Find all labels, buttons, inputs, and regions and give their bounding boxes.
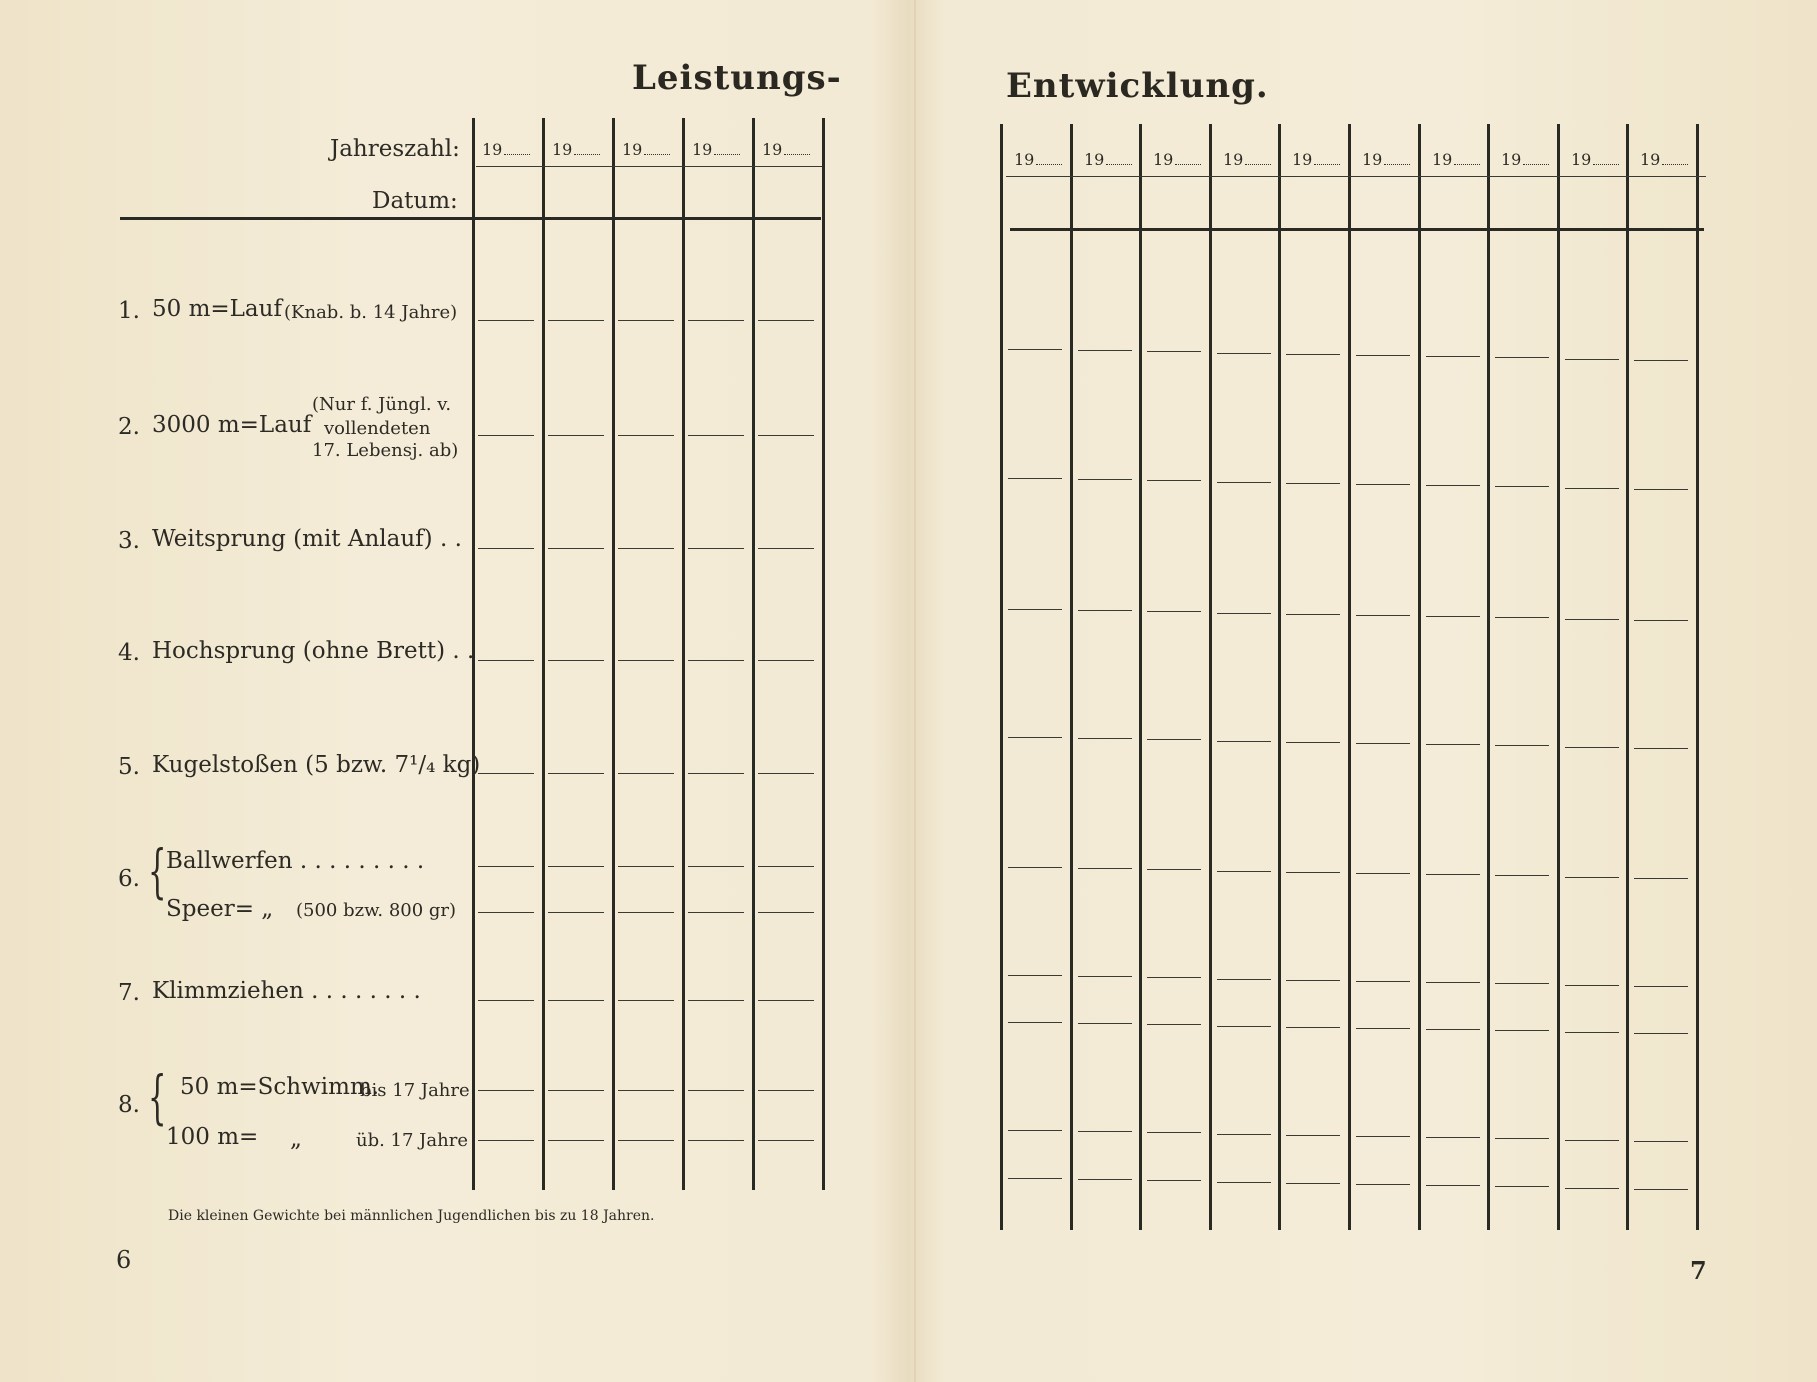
left-answer-line	[688, 548, 744, 549]
year-blank	[1175, 164, 1201, 165]
date-label: Datum:	[372, 188, 458, 214]
page-number-left: 6	[116, 1246, 132, 1274]
left-answer-line	[688, 1090, 744, 1091]
right-answer-line	[1634, 360, 1688, 361]
left-answer-line	[478, 773, 534, 774]
left-answer-line	[688, 435, 744, 436]
year-blank	[1245, 164, 1271, 165]
year-cell: 19	[1362, 150, 1410, 169]
row8-brace: {	[148, 1063, 167, 1131]
right-answer-line	[1286, 1027, 1340, 1028]
left-answer-line	[548, 1140, 604, 1141]
right-answer-line	[1078, 479, 1132, 480]
left-answer-line	[688, 866, 744, 867]
right-answer-line	[1495, 983, 1549, 984]
right-answer-line	[1634, 878, 1688, 879]
right-answer-line	[1565, 488, 1619, 489]
row8-sub2-ditto: „	[290, 1126, 302, 1152]
row5-num: 5.	[118, 754, 140, 780]
left-answer-line	[548, 1000, 604, 1001]
right-answer-line	[1356, 355, 1410, 356]
left-answer-line	[548, 548, 604, 549]
left-answer-line	[618, 660, 674, 661]
left-answer-line	[548, 912, 604, 913]
left-answer-line	[758, 1000, 814, 1001]
left-col-line	[822, 118, 825, 1190]
year-cell: 19	[1223, 150, 1271, 169]
left-answer-line	[548, 660, 604, 661]
right-col-line	[1000, 124, 1003, 1230]
right-col-line	[1487, 124, 1490, 1230]
left-answer-line	[478, 912, 534, 913]
year-blank	[714, 154, 740, 155]
row6-num: 6.	[118, 866, 140, 892]
right-col-line	[1626, 124, 1629, 1230]
year-blank	[644, 154, 670, 155]
right-answer-line	[1217, 1182, 1271, 1183]
right-answer-line	[1356, 873, 1410, 874]
right-answer-line	[1147, 351, 1201, 352]
left-answer-line	[758, 320, 814, 321]
right-answer-line	[1286, 1135, 1340, 1136]
year-cell: 19	[1153, 150, 1201, 169]
right-answer-line	[1426, 616, 1480, 617]
year-blank	[504, 154, 530, 155]
left-answer-line	[688, 912, 744, 913]
row6-sub1: Ballwerfen . . . . . . . . .	[166, 848, 425, 874]
left-answer-line	[758, 912, 814, 913]
left-answer-line	[688, 1140, 744, 1141]
left-answer-line	[478, 320, 534, 321]
right-answer-line	[1426, 1029, 1480, 1030]
right-answer-line	[1286, 872, 1340, 873]
right-answer-line	[1147, 977, 1201, 978]
left-answer-line	[478, 1090, 534, 1091]
left-answer-line	[758, 1090, 814, 1091]
left-year-underline	[476, 166, 822, 167]
right-answer-line	[1217, 979, 1271, 980]
right-answer-line	[1356, 1028, 1410, 1029]
right-answer-line	[1495, 1030, 1549, 1031]
right-answer-line	[1634, 986, 1688, 987]
year-blank	[784, 154, 810, 155]
right-answer-line	[1217, 353, 1271, 354]
row2-num: 2.	[118, 414, 140, 440]
right-answer-line	[1078, 1179, 1132, 1180]
right-answer-line	[1634, 1141, 1688, 1142]
year-cell: 19	[1432, 150, 1480, 169]
left-answer-line	[618, 548, 674, 549]
right-answer-line	[1008, 349, 1062, 350]
left-col-line	[612, 118, 615, 1190]
left-answer-line	[758, 866, 814, 867]
left-answer-line	[758, 1140, 814, 1141]
right-answer-line	[1078, 350, 1132, 351]
left-answer-line	[548, 435, 604, 436]
left-answer-line	[548, 866, 604, 867]
year-blank	[1314, 164, 1340, 165]
row8-sub1: 50 m=Schwimm.	[180, 1074, 380, 1100]
right-answer-line	[1426, 485, 1480, 486]
right-answer-line	[1147, 1024, 1201, 1025]
right-answer-line	[1356, 1184, 1410, 1185]
row6-sub2: Speer= „	[166, 896, 274, 922]
right-answer-line	[1286, 980, 1340, 981]
right-answer-line	[1426, 744, 1480, 745]
year-cell: 19	[622, 140, 670, 159]
left-answer-line	[618, 1140, 674, 1141]
left-answer-line	[618, 1000, 674, 1001]
row8-sub1-note: bis 17 Jahre	[360, 1080, 470, 1101]
right-answer-line	[1356, 981, 1410, 982]
year-blank	[1106, 164, 1132, 165]
right-answer-line	[1078, 1131, 1132, 1132]
year-cell: 19	[1571, 150, 1619, 169]
title-left: Leistungs-	[632, 58, 842, 98]
right-answer-line	[1565, 877, 1619, 878]
year-cell: 19	[1084, 150, 1132, 169]
right-answer-line	[1356, 615, 1410, 616]
right-col-line	[1278, 124, 1281, 1230]
right-answer-line	[1008, 1130, 1062, 1131]
row2-label: 3000 m=Lauf	[152, 412, 312, 438]
row1-label: 50 m=Lauf	[152, 296, 282, 322]
right-answer-line	[1565, 747, 1619, 748]
right-answer-line	[1565, 1188, 1619, 1189]
year-blank	[1523, 164, 1549, 165]
right-answer-line	[1217, 1134, 1271, 1135]
left-answer-line	[478, 435, 534, 436]
right-answer-line	[1356, 484, 1410, 485]
right-answer-line	[1078, 868, 1132, 869]
left-answer-line	[688, 660, 744, 661]
left-answer-line	[478, 866, 534, 867]
row1-note: (Knab. b. 14 Jahre)	[284, 302, 458, 323]
left-answer-line	[758, 435, 814, 436]
year-cell: 19	[1640, 150, 1688, 169]
year-cell: 19	[762, 140, 810, 159]
right-answer-line	[1634, 1189, 1688, 1190]
row7-num: 7.	[118, 980, 140, 1006]
row6-sub2-note: (500 bzw. 800 gr)	[296, 900, 457, 921]
left-answer-line	[688, 320, 744, 321]
right-answer-line	[1495, 745, 1549, 746]
left-answer-line	[478, 548, 534, 549]
right-answer-line	[1634, 489, 1688, 490]
row8-sub2: 100 m=	[166, 1124, 259, 1150]
year-cell: 19	[1501, 150, 1549, 169]
left-answer-line	[478, 1140, 534, 1141]
right-answer-line	[1495, 357, 1549, 358]
row6-brace: {	[148, 837, 167, 905]
right-answer-line	[1495, 875, 1549, 876]
page-number-right: 7	[1690, 1256, 1707, 1285]
left-answer-line	[758, 773, 814, 774]
row5-label: Kugelstoßen (5 bzw. 7¹/₄ kg)	[152, 752, 481, 778]
right-answer-line	[1634, 620, 1688, 621]
left-answer-line	[618, 1090, 674, 1091]
title-right: Entwicklung.	[1006, 66, 1269, 106]
right-answer-line	[1286, 742, 1340, 743]
row8-sub2-note: üb. 17 Jahre	[356, 1130, 468, 1151]
right-answer-line	[1217, 1026, 1271, 1027]
right-answer-line	[1217, 613, 1271, 614]
right-answer-line	[1217, 871, 1271, 872]
left-header-rule	[120, 217, 821, 220]
right-answer-line	[1078, 976, 1132, 977]
right-answer-line	[1147, 611, 1201, 612]
right-answer-line	[1147, 480, 1201, 481]
row4-num: 4.	[118, 640, 140, 666]
left-answer-line	[688, 773, 744, 774]
year-blank	[1454, 164, 1480, 165]
right-answer-line	[1565, 359, 1619, 360]
left-answer-line	[688, 1000, 744, 1001]
year-blank	[1384, 164, 1410, 165]
year-cell: 19	[552, 140, 600, 159]
right-answer-line	[1078, 1023, 1132, 1024]
row3-num: 3.	[118, 528, 140, 554]
right-answer-line	[1147, 1180, 1201, 1181]
right-col-line	[1557, 124, 1560, 1230]
right-answer-line	[1356, 743, 1410, 744]
right-answer-line	[1356, 1136, 1410, 1137]
row2-note-1: (Nur f. Jüngl. v.	[312, 394, 452, 415]
right-answer-line	[1008, 975, 1062, 976]
left-col-line	[752, 118, 755, 1190]
row2-note-2: vollendeten	[324, 418, 431, 439]
right-answer-line	[1495, 1138, 1549, 1139]
right-answer-line	[1495, 1186, 1549, 1187]
left-answer-line	[478, 1000, 534, 1001]
right-answer-line	[1426, 982, 1480, 983]
left-answer-line	[618, 773, 674, 774]
right-header-rule	[1010, 228, 1704, 231]
row2-note-3: 17. Lebensj. ab)	[312, 440, 459, 461]
right-col-line	[1139, 124, 1142, 1230]
row8-num: 8.	[118, 1092, 140, 1118]
right-answer-line	[1565, 985, 1619, 986]
row1-num: 1.	[118, 298, 140, 324]
year-blank	[1036, 164, 1062, 165]
right-answer-line	[1426, 356, 1480, 357]
right-answer-line	[1286, 614, 1340, 615]
left-answer-line	[548, 1090, 604, 1091]
right-col-line	[1696, 124, 1699, 1230]
row4-label: Hochsprung (ohne Brett) . .	[152, 638, 475, 664]
year-cell: 19	[482, 140, 530, 159]
left-answer-line	[548, 773, 604, 774]
left-col-line	[682, 118, 685, 1190]
right-col-line	[1070, 124, 1073, 1230]
page-fold	[914, 0, 916, 1382]
right-answer-line	[1147, 739, 1201, 740]
right-answer-line	[1078, 610, 1132, 611]
year-cell: 19	[1292, 150, 1340, 169]
year-blank	[1662, 164, 1688, 165]
year-blank	[574, 154, 600, 155]
right-answer-line	[1495, 486, 1549, 487]
right-answer-line	[1147, 869, 1201, 870]
right-answer-line	[1147, 1132, 1201, 1133]
right-answer-line	[1426, 1137, 1480, 1138]
right-answer-line	[1008, 1022, 1062, 1023]
right-answer-line	[1008, 1178, 1062, 1179]
right-answer-line	[1078, 738, 1132, 739]
right-answer-line	[1008, 867, 1062, 868]
right-answer-line	[1634, 748, 1688, 749]
right-answer-line	[1286, 1183, 1340, 1184]
right-answer-line	[1495, 617, 1549, 618]
right-answer-line	[1286, 483, 1340, 484]
year-cell: 19	[1014, 150, 1062, 169]
year-label: Jahreszahl:	[330, 136, 460, 162]
right-col-line	[1209, 124, 1212, 1230]
left-answer-line	[618, 435, 674, 436]
left-answer-line	[758, 548, 814, 549]
left-answer-line	[548, 320, 604, 321]
left-answer-line	[618, 320, 674, 321]
left-answer-line	[618, 866, 674, 867]
right-answer-line	[1426, 1185, 1480, 1186]
right-answer-line	[1008, 478, 1062, 479]
right-answer-line	[1565, 1140, 1619, 1141]
right-col-line	[1348, 124, 1351, 1230]
right-answer-line	[1008, 609, 1062, 610]
right-answer-line	[1008, 737, 1062, 738]
right-answer-line	[1565, 1032, 1619, 1033]
footnote: Die kleinen Gewichte bei männlichen Jugendlichen bis zu 18 Jahren.	[168, 1208, 655, 1224]
row7-label: Klimmziehen . . . . . . . .	[152, 978, 421, 1004]
right-answer-line	[1565, 619, 1619, 620]
right-answer-line	[1634, 1033, 1688, 1034]
right-col-line	[1418, 124, 1421, 1230]
right-answer-line	[1286, 354, 1340, 355]
left-answer-line	[618, 912, 674, 913]
year-cell: 19	[692, 140, 740, 159]
right-answer-line	[1426, 874, 1480, 875]
left-answer-line	[478, 660, 534, 661]
right-answer-line	[1217, 741, 1271, 742]
right-year-underline	[1006, 176, 1706, 177]
right-answer-line	[1217, 482, 1271, 483]
left-col-line	[542, 118, 545, 1190]
row3-label: Weitsprung (mit Anlauf) . .	[152, 526, 462, 552]
left-answer-line	[758, 660, 814, 661]
year-blank	[1593, 164, 1619, 165]
